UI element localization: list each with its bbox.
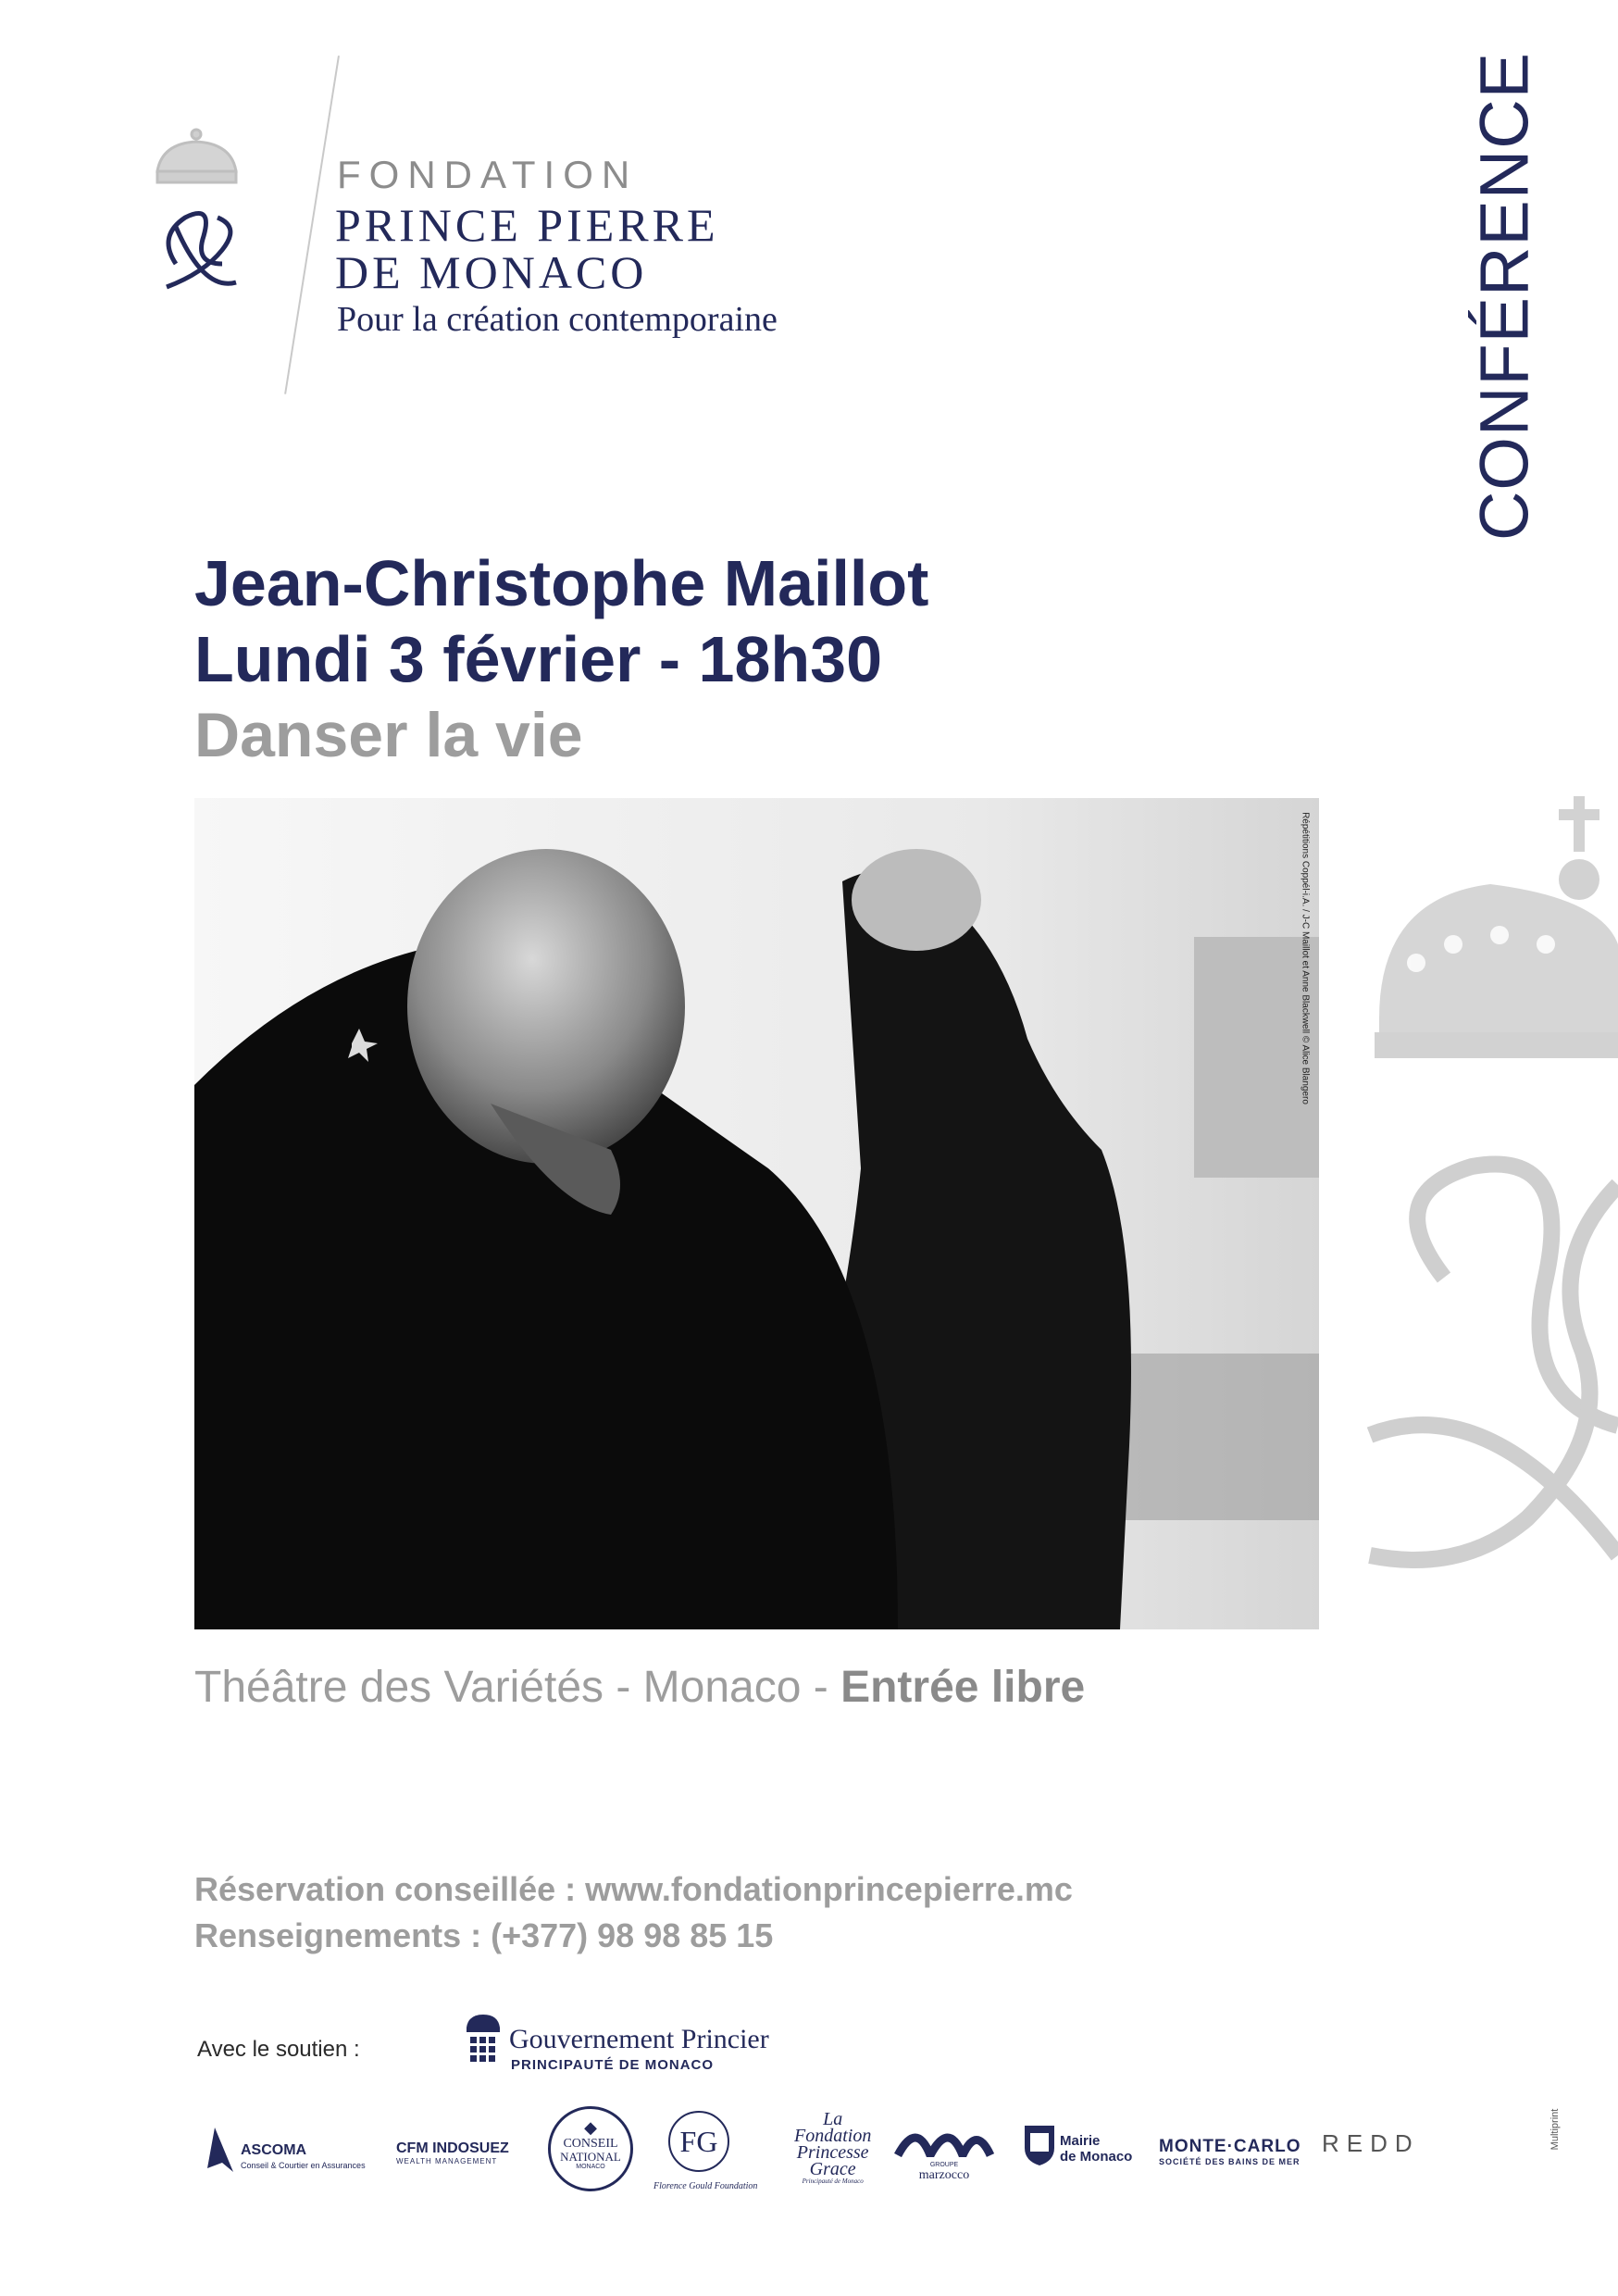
mairie-label [1060, 2133, 1132, 2165]
info-line: Renseignements : (+377) 98 98 85 15 [194, 1916, 774, 1954]
crest-watermark [1361, 796, 1618, 1629]
support-label: Avec le soutien : [197, 2037, 360, 2062]
foundation-tagline: Pour la création contemporaine [337, 300, 778, 339]
sponsor-fondation-grace [794, 2111, 871, 2186]
sponsor-marzocco [893, 2120, 995, 2183]
sponsor-mairie [1023, 2120, 1133, 2171]
sponsor-conseil-national [548, 2106, 633, 2191]
conseil-line3: MONACO [576, 2164, 605, 2170]
entry-text: Entrée libre [840, 1663, 1086, 1712]
marzocco-line1: GROUPE [929, 2162, 959, 2168]
marzocco-line2: marzocco [918, 2168, 970, 2182]
sponsor-cfm [396, 2140, 509, 2165]
conseil-national-emblem-icon: ◆ [584, 2118, 597, 2137]
svg-text:FG: FG [679, 2125, 718, 2158]
marzocco-icon [893, 2120, 995, 2157]
conseil-line2: NATIONAL [560, 2150, 621, 2164]
gould-label: Florence Gould Foundation [653, 2181, 758, 2191]
ascoma-icon [194, 2126, 235, 2174]
category-label [1465, 51, 1543, 542]
cfm-sub: WEALTH MANAGEMENT [396, 2157, 498, 2165]
gouvernement-sub: PRINCIPAUTÉ DE MONACO [511, 2057, 715, 2073]
event-date: Lundi 3 février - 18h30 [194, 623, 883, 695]
sponsor-redd [1322, 2129, 1420, 2158]
gouvernement-name: Gouvernement Princier [509, 2024, 769, 2054]
photo-credit [1299, 810, 1312, 1106]
gouvernement-crest-icon [463, 2011, 504, 2076]
florence-gould-icon [661, 2109, 737, 2174]
header-divider [284, 56, 340, 394]
category-text: CONFÉRENCE [1465, 51, 1543, 542]
cfm-label: CFM INDOSUEZ [396, 2140, 509, 2156]
mairie-crest-icon [1023, 2120, 1056, 2166]
speaker-name: Jean-Christophe Maillot [194, 547, 929, 619]
grace-line2: Fondation [794, 2126, 872, 2146]
photo-illustration [194, 798, 1319, 1629]
venue-text: Théâtre des Variétés - Monaco - [194, 1663, 841, 1712]
foundation-word: FONDATION [337, 153, 639, 196]
ascoma-label: ASCOMA [241, 2142, 307, 2158]
montecarlo-label: MONTE·CARLO [1159, 2137, 1301, 2156]
foundation-name-line2: DE MONACO [335, 246, 648, 298]
foundation-name-line1: PRINCE PIERRE [335, 199, 719, 251]
mairie-line1: Mairie [1060, 2133, 1101, 2149]
grace-line1: La [823, 2109, 843, 2129]
redd-label: REDD [1322, 2129, 1420, 2157]
printer-credit [1546, 2106, 1564, 2152]
event-photo [194, 798, 1319, 1629]
venue-line [194, 1662, 1085, 1713]
montecarlo-sub: SOCIÉTÉ DES BAINS DE MER [1159, 2157, 1301, 2166]
printer-credit-text: Multiprint [1550, 2108, 1561, 2151]
foundation-crest-logo [148, 125, 245, 296]
sponsor-monte-carlo [1159, 2137, 1301, 2166]
sponsor-florence-gould [653, 2109, 758, 2191]
photo-credit-text: Répétitions Coppél-i.A. / J-C Maillot et Anne Blackwell © Alice Blangero [1300, 812, 1311, 1104]
event-title: Danser la vie [194, 700, 583, 770]
reservation-line: Réservation conseillée : www.fondationprincepierre.mc [194, 1870, 1073, 1908]
conseil-line1: CONSEIL [563, 2137, 618, 2151]
ascoma-sub: Conseil & Courtier en Assurances [241, 2161, 366, 2170]
mairie-line2: de Monaco [1060, 2149, 1133, 2165]
grace-line3: Princesse [796, 2142, 869, 2163]
grace-line5: Principauté de Monaco [802, 2177, 864, 2185]
grace-line4: Grace [809, 2159, 856, 2179]
